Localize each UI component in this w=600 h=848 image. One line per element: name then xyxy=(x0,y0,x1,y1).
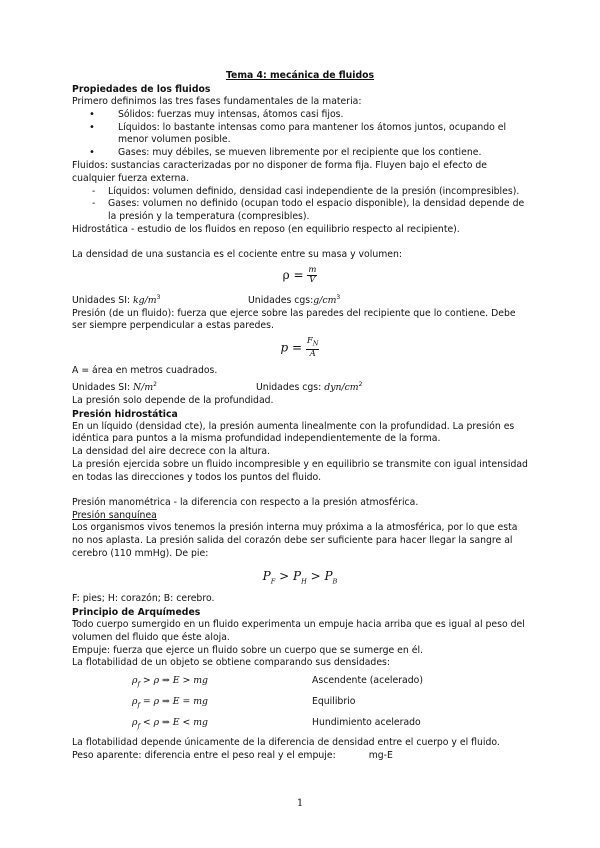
relation-row: $\rho_f = \rho$ ⇒ E = mg Equilibrio xyxy=(72,693,528,714)
relations-list xyxy=(72,672,528,735)
document-page xyxy=(72,70,528,762)
relation-result: Equilibrio xyxy=(312,696,356,708)
relation-result: Hundimiento acelerado xyxy=(312,716,421,728)
units-si-value: N/m xyxy=(133,381,154,393)
phases-intro: Primero definimos las tres fases fundamentales de la materia: xyxy=(72,96,362,107)
list-item: • Líquidos: lo bastante intensas como para mantener los átomos juntos, ocupando el menor volumen posible. xyxy=(72,122,528,148)
hidrostatica-definition: Hidrostática - estudio de los fluidos en reposo (en equilibrio respecto al recipiente). xyxy=(72,223,460,235)
numerator: F xyxy=(306,336,313,347)
units-cgs-exponent: 2 xyxy=(358,380,363,388)
units-cgs-value: g/cm xyxy=(313,294,337,306)
formula-legend: F: pies; H: corazón; B: cerebro. xyxy=(72,593,215,605)
fraction xyxy=(307,266,317,285)
numerator-sub: N xyxy=(312,339,319,348)
document-title: Tema 4: mecánica de fluidos xyxy=(225,70,375,81)
fluidos-definition: Fluidos: sustancias caracterizadas por no disponer de forma fija. Fluyen bajo el efecto de cualquier fuerza externa. xyxy=(72,159,487,184)
heading-hidrostatica: Presión hidrostática xyxy=(72,408,178,420)
densidad-units xyxy=(72,291,528,308)
paragraph: Los organismos vivos tenemos la presión interna muy próxima a la atmosférica, por lo que esta no nos aplasta. La presión salida del corazón debe ser suficiente para hacer llegar la sangre al cerebro (110 mmHg). De pie: xyxy=(72,522,518,559)
presion-text: Presión (de un fluido): fuerza que ejerce sobre las paredes del recipiente que lo contiene. Debe ser siempre perpendicular a estas paredes. xyxy=(72,307,516,332)
relation-row: $\rho_f > \rho$ ⇒ E > mg Ascendente (acelerado) xyxy=(72,672,528,693)
formula-lhs: ρ = xyxy=(282,267,304,282)
units-cgs-label: Unidades cgs: xyxy=(256,381,322,393)
presion-formula xyxy=(72,337,528,359)
units-si-value: kg/m xyxy=(133,294,157,306)
phases-list xyxy=(72,109,528,160)
area-text: A = área en metros cuadrados. xyxy=(72,364,218,376)
units-si-label: Unidades SI: xyxy=(72,294,131,306)
units-cgs-value: dyn/cm xyxy=(324,381,359,393)
units-si-exponent: 3 xyxy=(156,293,161,301)
relation-result: Ascendente (acelerado) xyxy=(312,675,423,687)
paragraph: Todo cuerpo sumergido en un fluido experimenta un empuje hacia arriba que es igual al peso del volumen del fluido que éste aloja. xyxy=(72,618,525,643)
densidad-text: La densidad de una sustancia es el cociente entre su masa y volumen: xyxy=(72,248,403,260)
depth-text: La presión solo depende de la profundidad. xyxy=(72,394,274,406)
heading-propiedades: Propiedades de los fluidos xyxy=(72,84,211,95)
list-item: - Líquidos: volumen definido, densidad casi independiente de la presión (incompresibles). xyxy=(72,186,528,199)
denominator: A xyxy=(309,348,316,359)
peso-aparente-value: mg-E xyxy=(368,749,393,761)
fluid-types-list xyxy=(72,186,528,224)
paragraph: La flotabilidad de un objeto se obtiene comparando sus densidades: xyxy=(72,657,391,669)
presion-units xyxy=(72,378,528,395)
units-si-exponent: 2 xyxy=(153,380,157,388)
page-number: 1 xyxy=(296,798,304,809)
list-item: • Gases: muy débiles, se mueven libremente por el recipiente que los contiene. xyxy=(72,147,528,160)
manometrica-text: Presión manométrica - la diferencia con respecto a la presión atmosférica. xyxy=(72,496,419,508)
relation-row: $\rho_f < \rho$ ⇒ E < mg Hundimiento acelerado xyxy=(72,714,528,735)
denominator: V xyxy=(309,274,316,285)
paragraph: La densidad del aire decrece con la altura. xyxy=(72,446,270,458)
peso-aparente: Peso aparente: diferencia entre el peso real y el empuje: mg-E xyxy=(72,749,393,761)
sanguinea-formula: $P_F > P_H > P_B$ xyxy=(262,568,338,586)
paragraph: La presión ejercida sobre un fluido incompresible y en equilibrio se transmite con igual intensidad en todas las direcciones y todos los puntos del fluido. xyxy=(72,459,528,483)
list-item: • Sólidos: fuerzas muy intensas, átomos casi fijos. xyxy=(72,109,528,122)
units-cgs-exponent: 3 xyxy=(336,293,341,301)
numerator: m xyxy=(308,264,317,275)
formula-lhs: p = xyxy=(280,340,303,355)
units-cgs-label: Unidades cgs: xyxy=(248,294,314,306)
paragraph: La flotabilidad depende únicamente de la diferencia de densidad entre el cuerpo y el fluido. xyxy=(72,736,500,748)
list-item: - Gases: volumen no definido (ocupan todo el espacio disponible), la densidad depende de la presión y la temperatura (compresibles). xyxy=(72,198,528,224)
units-si-label: Unidades SI: xyxy=(72,381,131,393)
paragraph: En un líquido (densidad cte), la presión aumenta linealmente con la profundidad. La presión es idéntica para puntos a la misma profundidad independientemente de la forma. xyxy=(72,420,515,445)
fraction xyxy=(306,337,320,359)
densidad-formula xyxy=(72,266,528,285)
heading-sanguinea: Presión sanguínea xyxy=(72,510,157,522)
heading-arquimedes: Principio de Arquímedes xyxy=(72,606,201,618)
paragraph: Empuje: fuerza que ejerce un fluido sobre un cuerpo que se sumerge en él. xyxy=(72,644,423,656)
